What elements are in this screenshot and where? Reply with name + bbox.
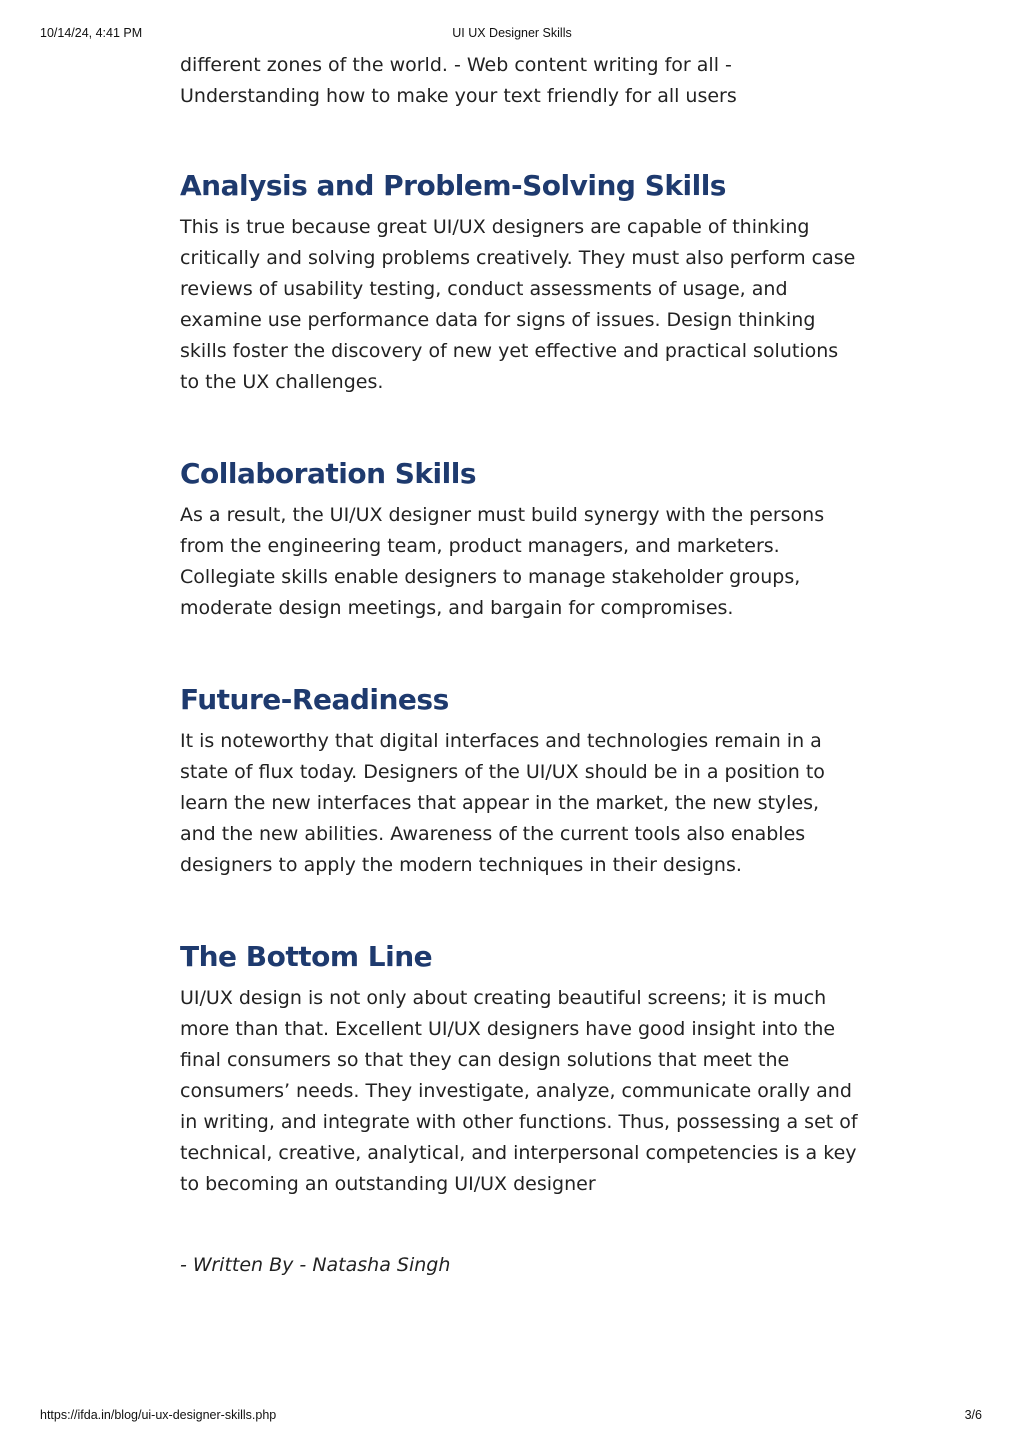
print-footer [0, 1408, 1024, 1424]
section-heading: Analysis and Problem-Solving Skills [180, 169, 726, 202]
article-content [180, 50, 860, 1281]
section-heading: Collaboration Skills [180, 457, 477, 490]
section-body: It is noteworthy that digital interfaces and technologies remain in a state of flux today. Designers of the UI/UX should be in a position to learn the new interfaces that appear in the market, the new styles, and the new abilities. Awareness of the current tools also enables designers to apply the modern techniques in their designs. [180, 730, 825, 876]
section-analysis [180, 166, 860, 398]
section-body: As a result, the UI/UX designer must build synergy with the persons from the engineering team, product managers, and marketers. Collegiate skills enable designers to manage stakeholder groups, moderate design meetings, and bargain for compromises. [180, 504, 825, 619]
author-byline: - Written By - Natasha Singh [180, 1254, 451, 1276]
print-url: https://ifda.in/blog/ui-ux-designer-skills.php [40, 1408, 277, 1422]
print-header [0, 26, 1024, 42]
section-body: This is true because great UI/UX designers are capable of thinking critically and solving problems creatively. They must also perform case reviews of usability testing, conduct assessments of usage, and examine use performance data for signs of issues. Design thinking skills foster the discovery of new yet effective and practical solutions to the UX challenges. [180, 216, 856, 393]
section-body: UI/UX design is not only about creating beautiful screens; it is much more than that. Excellent UI/UX designers have good insight into the final consumers so that they can design solutions that meet the consumers’ needs. They investigate, analyze, communicate orally and in writing, and integrate with other functions. Thus, possessing a set of technical, creative, analytical, and interpersonal competencies is a key to becoming an outstanding UI/UX designer [180, 987, 858, 1195]
print-page-title: UI UX Designer Skills [452, 26, 572, 40]
section-heading: Future-Readiness [180, 683, 449, 716]
section-future-readiness [180, 680, 860, 881]
section-bottom-line [180, 937, 860, 1200]
section-heading: The Bottom Line [180, 940, 433, 973]
print-datetime: 10/14/24, 4:41 PM [40, 26, 143, 40]
section-collaboration [180, 454, 860, 624]
print-page-number: 3/6 [964, 1408, 982, 1422]
intro-paragraph: different zones of the world. - Web content writing for all - Understanding how to make your text friendly for all users [180, 54, 737, 107]
